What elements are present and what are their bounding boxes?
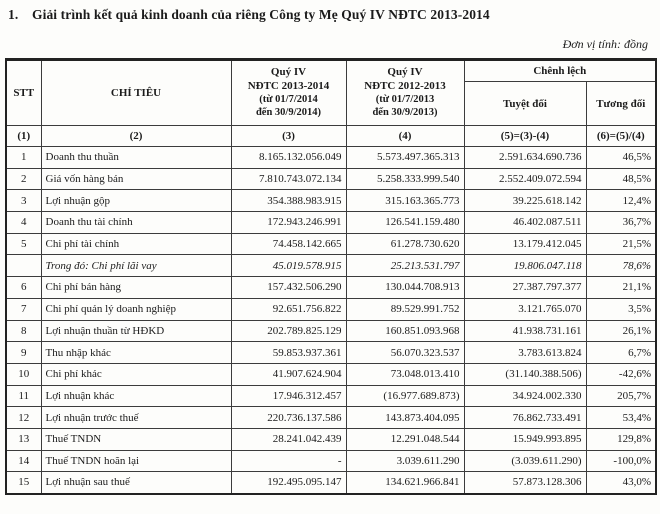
row-value-q4-2013-2014: 8.165.132.056.049 xyxy=(231,147,346,169)
column-index-row xyxy=(6,126,656,147)
row-value-q4-2012-2013: (16.977.689.873) xyxy=(346,385,464,407)
row-value-q4-2013-2014: 220.736.137.586 xyxy=(231,407,346,429)
header-q4-2012-2013-line2: NĐTC 2012-2013 xyxy=(364,80,446,93)
row-value-tuyet-doi: 41.938.731.161 xyxy=(464,320,586,342)
row-label: Chi phí bán hàng xyxy=(41,277,231,299)
row-value-tuong-doi: 78,6% xyxy=(586,255,656,277)
row-value-q4-2012-2013: 134.621.966.841 xyxy=(346,472,464,494)
row-stt: 11 xyxy=(6,385,41,407)
row-stt: 1 xyxy=(6,147,41,169)
row-label: Lợi nhuận trước thuế xyxy=(41,407,231,429)
row-label: Giá vốn hàng bán xyxy=(41,168,231,190)
header-q4-2012-2013-line1: Quý IV xyxy=(387,66,423,79)
row-stt: 13 xyxy=(6,428,41,450)
row-value-q4-2013-2014: 17.946.312.457 xyxy=(231,385,346,407)
table-row xyxy=(6,342,656,364)
row-value-tuyet-doi: 13.179.412.045 xyxy=(464,233,586,255)
row-value-tuong-doi: 46,5% xyxy=(586,147,656,169)
row-value-q4-2012-2013: 160.851.093.968 xyxy=(346,320,464,342)
header-q4-2012-2013-line4: đến 30/9/2013) xyxy=(372,106,438,118)
header-chi-tieu: CHỈ TIÊU xyxy=(41,60,231,126)
row-value-q4-2012-2013: 315.163.365.773 xyxy=(346,190,464,212)
row-value-q4-2012-2013: 3.039.611.290 xyxy=(346,450,464,472)
row-value-q4-2013-2014: 74.458.142.665 xyxy=(231,233,346,255)
row-value-tuong-doi: 6,7% xyxy=(586,342,656,364)
row-value-q4-2012-2013: 5.258.333.999.540 xyxy=(346,168,464,190)
row-value-tuyet-doi: 57.873.128.306 xyxy=(464,472,586,494)
table-header xyxy=(6,60,656,147)
header-q4-2013-2014-line2: NĐTC 2013-2014 xyxy=(247,80,330,93)
row-label: Lợi nhuận khác xyxy=(41,385,231,407)
table-body xyxy=(6,147,656,494)
col-index-6: (6)=(5)/(4) xyxy=(586,126,656,147)
table-row xyxy=(6,298,656,320)
row-stt: 6 xyxy=(6,277,41,299)
row-label: Thuế TNDN hoãn lại xyxy=(41,450,231,472)
row-stt: 9 xyxy=(6,342,41,364)
row-value-q4-2013-2014: 28.241.042.439 xyxy=(231,428,346,450)
row-value-q4-2012-2013: 73.048.013.410 xyxy=(346,363,464,385)
row-value-tuyet-doi: 46.402.087.511 xyxy=(464,212,586,234)
row-value-q4-2012-2013: 89.529.991.752 xyxy=(346,298,464,320)
row-value-tuong-doi: 21,1% xyxy=(586,277,656,299)
row-value-q4-2013-2014: 59.853.937.361 xyxy=(231,342,346,364)
header-tuyet-doi: Tuyệt đối xyxy=(464,82,586,126)
row-label: Lợi nhuận gộp xyxy=(41,190,231,212)
row-value-tuyet-doi: 34.924.002.330 xyxy=(464,385,586,407)
row-value-tuong-doi: -42,6% xyxy=(586,363,656,385)
row-value-tuyet-doi: 15.949.993.895 xyxy=(464,428,586,450)
header-stt: STT xyxy=(6,60,41,126)
header-q4-2013-2014-line1: Quý IV xyxy=(270,66,307,79)
section-title-text: Giải trình kết quả kinh doanh của riêng Công ty Mẹ Quý IV NĐTC 2013-2014 xyxy=(32,7,490,22)
row-stt: 4 xyxy=(6,212,41,234)
row-value-tuyet-doi: (3.039.611.290) xyxy=(464,450,586,472)
row-value-tuyet-doi: 2.591.634.690.736 xyxy=(464,147,586,169)
table-row xyxy=(6,363,656,385)
col-index-5: (5)=(3)-(4) xyxy=(464,126,586,147)
row-value-tuyet-doi: 3.783.613.824 xyxy=(464,342,586,364)
row-value-q4-2012-2013: 126.541.159.480 xyxy=(346,212,464,234)
row-value-q4-2013-2014: 7.810.743.072.134 xyxy=(231,168,346,190)
row-value-q4-2012-2013: 12.291.048.544 xyxy=(346,428,464,450)
row-stt xyxy=(6,255,41,277)
col-index-4: (4) xyxy=(346,126,464,147)
table-row xyxy=(6,472,656,494)
table-row xyxy=(6,255,656,277)
row-value-tuong-doi: 205,7% xyxy=(586,385,656,407)
header-q4-2013-2014 xyxy=(231,60,346,126)
unit-note: Đơn vị tính: đồng xyxy=(562,37,648,51)
row-label: Chi phí khác xyxy=(41,363,231,385)
table-row xyxy=(6,212,656,234)
row-value-tuyet-doi: 27.387.797.377 xyxy=(464,277,586,299)
row-value-q4-2013-2014: 202.789.825.129 xyxy=(231,320,346,342)
table-row xyxy=(6,233,656,255)
row-label: Thu nhập khác xyxy=(41,342,231,364)
row-value-tuong-doi: 36,7% xyxy=(586,212,656,234)
row-value-q4-2012-2013: 130.044.708.913 xyxy=(346,277,464,299)
col-index-3: (3) xyxy=(231,126,346,147)
row-stt: 2 xyxy=(6,168,41,190)
row-value-q4-2013-2014: 92.651.756.822 xyxy=(231,298,346,320)
row-label: Doanh thu tài chính xyxy=(41,212,231,234)
row-label: Thuế TNDN xyxy=(41,428,231,450)
row-value-tuong-doi: 21,5% xyxy=(586,233,656,255)
row-label: Chi phí quản lý doanh nghiệp xyxy=(41,298,231,320)
row-value-tuong-doi: 3,5% xyxy=(586,298,656,320)
row-value-tuong-doi: 43,0% xyxy=(586,472,656,494)
row-value-q4-2012-2013: 25.213.531.797 xyxy=(346,255,464,277)
row-value-q4-2012-2013: 56.070.323.537 xyxy=(346,342,464,364)
row-label: Lợi nhuận sau thuế xyxy=(41,472,231,494)
row-value-q4-2013-2014: 45.019.578.915 xyxy=(231,255,346,277)
row-stt: 3 xyxy=(6,190,41,212)
row-value-q4-2012-2013: 5.573.497.365.313 xyxy=(346,147,464,169)
row-value-tuong-doi: 12,4% xyxy=(586,190,656,212)
row-value-tuyet-doi: 39.225.618.142 xyxy=(464,190,586,212)
row-stt: 14 xyxy=(6,450,41,472)
row-value-tuong-doi: 48,5% xyxy=(586,168,656,190)
row-stt: 10 xyxy=(6,363,41,385)
row-label: Chi phí tài chính xyxy=(41,233,231,255)
header-q4-2013-2014-line4: đến 30/9/2014) xyxy=(255,106,322,118)
row-value-tuong-doi: 26,1% xyxy=(586,320,656,342)
row-value-q4-2013-2014: 192.495.095.147 xyxy=(231,472,346,494)
header-q4-2012-2013 xyxy=(346,60,464,126)
table-row xyxy=(6,168,656,190)
row-stt: 8 xyxy=(6,320,41,342)
section-title xyxy=(8,7,652,23)
table-row xyxy=(6,277,656,299)
table-row xyxy=(6,407,656,429)
row-value-tuong-doi: -100,0% xyxy=(586,450,656,472)
row-stt: 15 xyxy=(6,472,41,494)
row-label: Doanh thu thuần xyxy=(41,147,231,169)
row-value-q4-2013-2014: 172.943.246.991 xyxy=(231,212,346,234)
row-value-tuyet-doi: 19.806.047.118 xyxy=(464,255,586,277)
table-row xyxy=(6,320,656,342)
row-value-tuong-doi: 129,8% xyxy=(586,428,656,450)
row-value-tuyet-doi: (31.140.388.506) xyxy=(464,363,586,385)
row-stt: 5 xyxy=(6,233,41,255)
col-index-1: (1) xyxy=(6,126,41,147)
header-q4-2013-2014-line3: (từ 01/7/2014 xyxy=(259,94,318,105)
row-value-q4-2013-2014: - xyxy=(231,450,346,472)
table-row xyxy=(6,190,656,212)
table-row xyxy=(6,450,656,472)
table-row xyxy=(6,147,656,169)
results-table xyxy=(5,58,657,495)
row-stt: 7 xyxy=(6,298,41,320)
row-value-q4-2013-2014: 354.388.983.915 xyxy=(231,190,346,212)
row-value-tuyet-doi: 76.862.733.491 xyxy=(464,407,586,429)
row-value-tuong-doi: 53,4% xyxy=(586,407,656,429)
row-value-q4-2012-2013: 143.873.404.095 xyxy=(346,407,464,429)
header-q4-2012-2013-line3: (từ 01/7/2013 xyxy=(375,94,435,105)
row-label: Lợi nhuận thuần từ HĐKD xyxy=(41,320,231,342)
table-row xyxy=(6,385,656,407)
row-value-tuyet-doi: 2.552.409.072.594 xyxy=(464,168,586,190)
row-label: Trong đó: Chi phí lãi vay xyxy=(41,255,231,277)
header-chenh-lech: Chênh lệch xyxy=(464,60,656,82)
table-row xyxy=(6,428,656,450)
header-tuong-doi: Tương đối xyxy=(586,82,656,126)
row-value-tuyet-doi: 3.121.765.070 xyxy=(464,298,586,320)
row-value-q4-2013-2014: 157.432.506.290 xyxy=(231,277,346,299)
col-index-2: (2) xyxy=(41,126,231,147)
section-number: 1. xyxy=(8,7,19,22)
row-value-q4-2013-2014: 41.907.624.904 xyxy=(231,363,346,385)
row-stt: 12 xyxy=(6,407,41,429)
row-value-q4-2012-2013: 61.278.730.620 xyxy=(346,233,464,255)
